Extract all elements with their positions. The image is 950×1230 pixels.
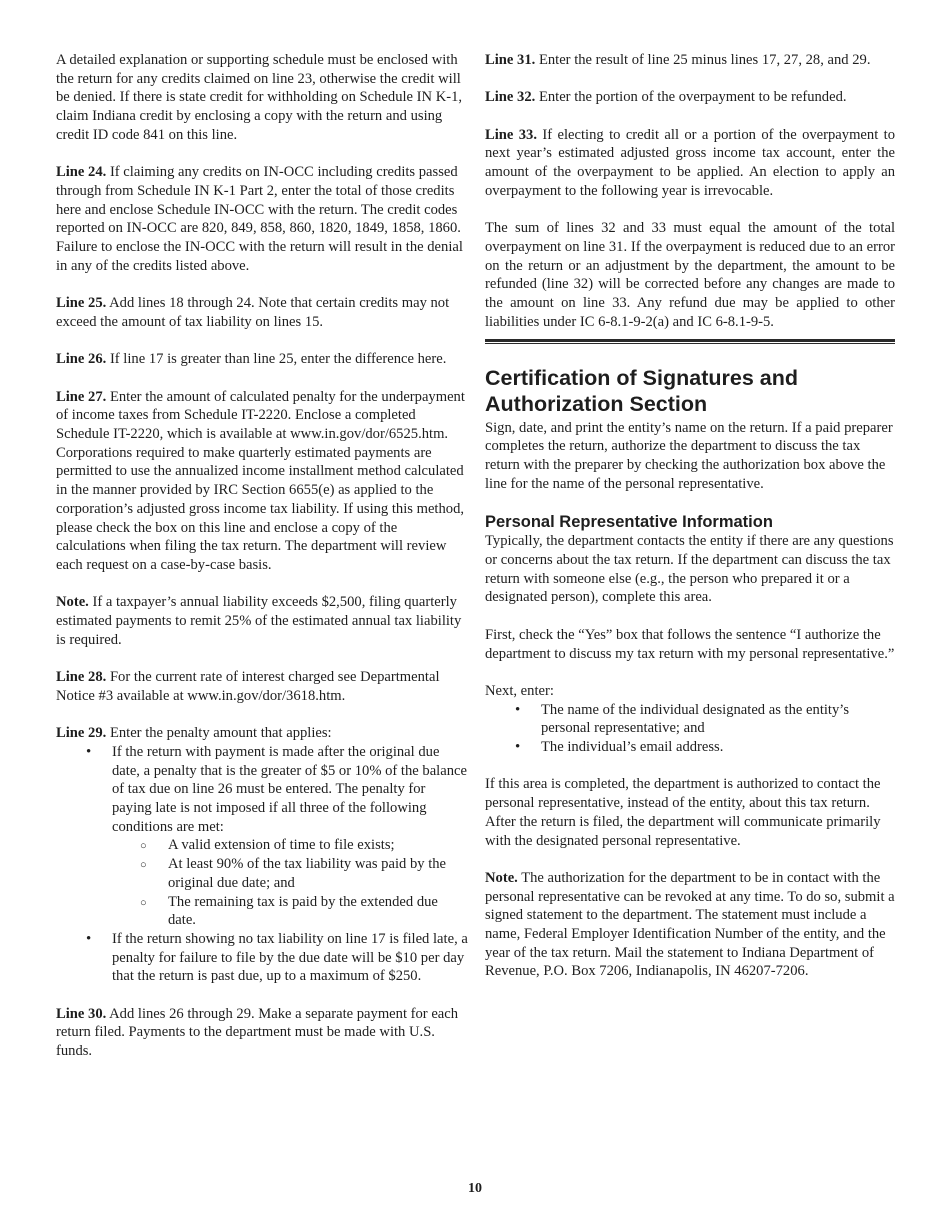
line-33-label: Line 33. xyxy=(485,126,538,143)
list-item: ○ At least 90% of the tax liability was paid by the original due date; and xyxy=(112,855,468,892)
line-24-label: Line 24. xyxy=(56,164,107,181)
line-32-paragraph xyxy=(485,88,895,107)
line-26-text: If line 17 is greater than line 25, enter the difference here. xyxy=(109,351,447,368)
revocation-note-paragraph xyxy=(485,869,895,981)
line-27-text: Enter the amount of calculated penalty for the underpayment of income taxes from Schedule IT-2220. Enclose a completed Schedule IT-2220, which is available at www.in.gov/dor/6525.htm. Corporations required to make quarterly estimated payments are permitted to use the annualized income installment method calculated in the manner provided by IRC Section 6655(e) as applied to the corporation’s adjusted gross income tax liability. If using this method, please check the box on this line and enclose a copy of the calculations when filing the tax return. The department will review each request on a case-by-case basis. xyxy=(56,388,465,573)
penalty-conditions-list xyxy=(112,836,468,930)
left-column xyxy=(56,51,468,1080)
list-item xyxy=(56,930,468,986)
line-27-paragraph xyxy=(56,388,468,575)
list-item: • The name of the individual designated as the entity’s personal representative; and xyxy=(485,701,895,738)
late-filing-penalty-text: If the return showing no tax liability on line 17 is filed late, a penalty for failure to file by the due date will be $10 per day that the return is past due, up to a maximum of $250. xyxy=(112,930,468,985)
line-32-text: Enter the portion of the overpayment to be refunded. xyxy=(538,89,847,106)
line-31-label: Line 31. xyxy=(485,52,536,68)
certification-paragraph: Sign, date, and print the entity’s name on the return. If a paid preparer completes the return, authorize the department to discuss the tax return with the preparer by checking the authorization box above the line for the name of the personal representative. xyxy=(485,419,893,492)
line-25-paragraph xyxy=(56,294,468,331)
list-item: ○ A valid extension of time to file exists; xyxy=(112,836,468,855)
certification-heading: Certification of Signatures and Authorization Section xyxy=(485,365,798,416)
revocation-note-label: Note. xyxy=(485,869,518,886)
right-column xyxy=(485,51,895,1000)
personal-representative-paragraph: Typically, the department contacts the entity if there are any questions or concerns about the tax return. If the department can discuss the tax return with someone else (e.g., the person who prepared it or a designated person), complete this area. xyxy=(485,533,894,606)
line-24-paragraph xyxy=(56,163,468,275)
authorize-yes-paragraph: First, check the “Yes” box that follows the sentence “I authorize the department to discuss my tax return with my personal representative.” xyxy=(485,626,895,662)
line-31-paragraph xyxy=(485,51,895,70)
section-divider xyxy=(485,339,895,344)
line-33-text: If electing to credit all or a portion of the overpayment to next year’s estimated adjusted gross income tax account, enter the amount of the overpayment to be applied. An election to apply an overpayment to the following year is irrevocable. xyxy=(485,126,895,199)
list-item: ○ The remaining tax is paid by the extended due date. xyxy=(112,893,468,930)
line-29-text: Enter the penalty amount that applies: xyxy=(109,725,332,742)
list-item: • The individual’s email address. xyxy=(485,738,895,757)
late-payment-penalty-text: If the return with payment is made after the original due date, a penalty that is the greater of $5 or 10% of the balance of tax due on line 26 must be entered. The penalty for paying late is not imposed if all three of the following conditions are met: xyxy=(112,743,467,835)
revocation-note-text: The authorization for the department to be in contact with the personal representative can be revoked at any time. To do so, submit a signed statement to the department. The statement must include a name, Federal Employer Identification Number of the entity, and the year of the tax return. Mail the statement to Indiana Department of Revenue, P.O. Box 7206, Indianapolis, IN 46207-7206. xyxy=(485,869,895,980)
area-completed-paragraph: If this area is completed, the department is authorized to contact the personal representative, instead of the entity, about this tax return. After the return is filed, the department will communicate primarily with the designated personal representative. xyxy=(485,776,881,849)
line-32-label: Line 32. xyxy=(485,89,536,106)
personal-representative-heading: Personal Representative Information xyxy=(485,513,773,532)
line-24-text: If claiming any credits on IN-OCC including credits passed through from Schedule IN K-1 Part 2, enter the total of those credits here and enclose Schedule IN-OCC with the return. The credit codes reported on IN-OCC are 820, 849, 858, 860, 1820, 1849, 1858, 1860. Failure to enclose the IN-OCC with the return will result in the denial in any of the credits listed above. xyxy=(56,164,463,274)
line-29-bullet-list xyxy=(56,743,468,986)
page-number: 10 xyxy=(468,1181,482,1196)
line-29-label: Line 29. xyxy=(56,725,107,742)
line-26-paragraph xyxy=(56,350,468,369)
quarterly-note-text: If a taxpayer’s annual liability exceeds $2,500, filing quarterly estimated payments to remit 25% of the estimated annual tax liability is required. xyxy=(56,594,462,648)
line-28-label: Line 28. xyxy=(56,669,107,686)
credits-explanation-paragraph: A detailed explanation or supporting schedule must be enclosed with the return for any credits claimed on line 23, otherwise the credit will be denied. If there is state credit for withholding on Schedule IN K-1, claim Indiana credit by enclosing a copy with the return and using credit ID code 841 on this line. xyxy=(56,52,463,143)
line-28-text: For the current rate of interest charged see Departmental Notice #3 available at www.in.gov/dor/3618.htm. xyxy=(56,669,440,704)
next-enter-label: Next, enter: xyxy=(485,682,554,699)
line-30-label: Line 30. xyxy=(56,1005,107,1022)
line-30-text: Add lines 26 through 29. Make a separate payment for each return filed. Payments to the department must be made with U.S. funds. xyxy=(56,1005,459,1060)
line-31-text: Enter the result of line 25 minus lines 17, 27, 28, and 29. xyxy=(538,52,871,68)
line-28-paragraph xyxy=(56,668,468,705)
list-item xyxy=(56,743,468,930)
line-30-paragraph xyxy=(56,1005,468,1061)
quarterly-note-label: Note. xyxy=(56,594,89,611)
next-enter-list xyxy=(485,701,895,757)
line-33-paragraph xyxy=(485,126,895,201)
overpayment-sum-paragraph: The sum of lines 32 and 33 must equal the amount of the total overpayment on line 31. If the overpayment is reduced due to an error on the return or an adjustment by the department, the amount to be refunded (line 32) will be corrected before any changes are made to the amount on line 33. Any refund due may be applied to other liabilities under IC 6-8.1-9-2(a) and IC 6-8.1-9-5. xyxy=(485,220,895,330)
quarterly-note-paragraph xyxy=(56,593,468,649)
line-27-label: Line 27. xyxy=(56,388,107,405)
line-29-intro xyxy=(56,724,468,743)
line-25-text: Add lines 18 through 24. Note that certain credits may not exceed the amount of tax liability on lines 15. xyxy=(56,295,450,330)
line-25-label: Line 25. xyxy=(56,295,107,312)
line-26-label: Line 26. xyxy=(56,351,107,368)
line-29-section xyxy=(56,724,468,986)
